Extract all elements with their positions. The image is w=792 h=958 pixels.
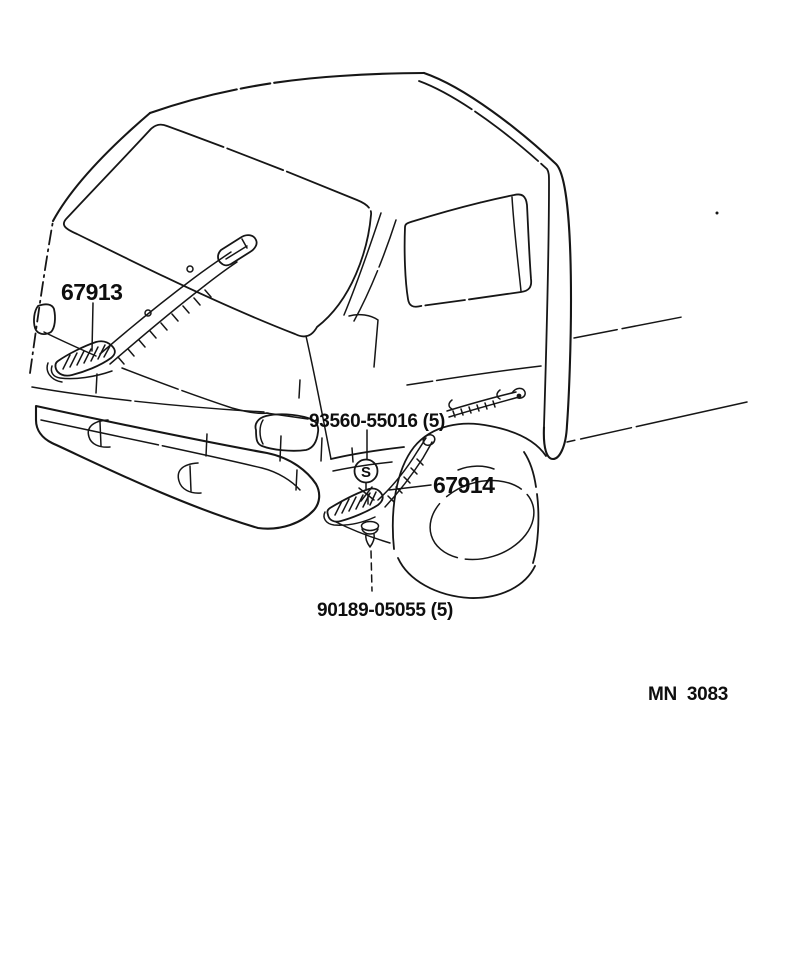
clip-head	[362, 522, 379, 531]
wiper-blade	[218, 235, 257, 265]
door-window	[405, 194, 532, 306]
part-number-label-front-plate: 67913	[61, 279, 123, 305]
hub-top-arc	[458, 466, 494, 470]
tire-bottom-arc	[398, 558, 535, 598]
bed-line-lower	[567, 402, 747, 442]
panel-crease-2	[32, 387, 264, 412]
wiper-arm-lower-line	[110, 262, 237, 364]
drawing-code: MN 3083	[648, 684, 728, 705]
panel-ticks	[96, 374, 297, 490]
cab-left-edge	[30, 221, 53, 373]
rail-hook-2	[497, 390, 500, 399]
bumper-outline	[36, 406, 319, 529]
part-number-label-screw: 93560-55016 (5)	[309, 411, 445, 432]
speck-dot	[716, 212, 719, 215]
upper-step-rail	[447, 388, 525, 417]
headlamp-inner-line	[260, 420, 263, 444]
front-step-plate-67913	[47, 341, 115, 382]
bed-line-upper	[574, 317, 682, 338]
front-panel	[32, 304, 318, 490]
front-plate-hatching	[63, 345, 110, 369]
part-number-label-clip: 90189-05055 (5)	[317, 600, 453, 621]
tire-right-arc	[524, 452, 538, 563]
door-hinge-bracket	[349, 315, 378, 367]
side-plate-leader	[389, 485, 431, 490]
door-lower-crease	[407, 366, 541, 385]
wiper-arm	[100, 235, 257, 364]
side-plate-hatching	[335, 492, 376, 515]
rail-bolt-dot	[517, 394, 522, 399]
front-plate-outline	[55, 341, 114, 375]
front-bumper	[36, 406, 319, 529]
side-step-plate-67914	[324, 433, 437, 526]
part-number-label-side-plate: 67914	[433, 472, 495, 498]
front-plate-leader	[92, 303, 93, 351]
clip-leader-line	[371, 551, 372, 591]
door-front-seam	[306, 336, 331, 459]
wiper-pivot-mark-2	[187, 266, 193, 272]
a-pillar-line-1	[344, 213, 381, 315]
roof-left-curve	[53, 113, 150, 221]
rail-hook-1	[449, 400, 452, 409]
clip-fastener	[362, 522, 379, 592]
door-window-divider	[512, 197, 521, 291]
roof-top-edge	[150, 73, 424, 113]
step-band-lower-line	[385, 442, 432, 507]
bumper-hook-2	[178, 463, 201, 493]
screw-symbol-letter: S	[360, 464, 372, 481]
step-band-end-cap	[421, 433, 436, 448]
